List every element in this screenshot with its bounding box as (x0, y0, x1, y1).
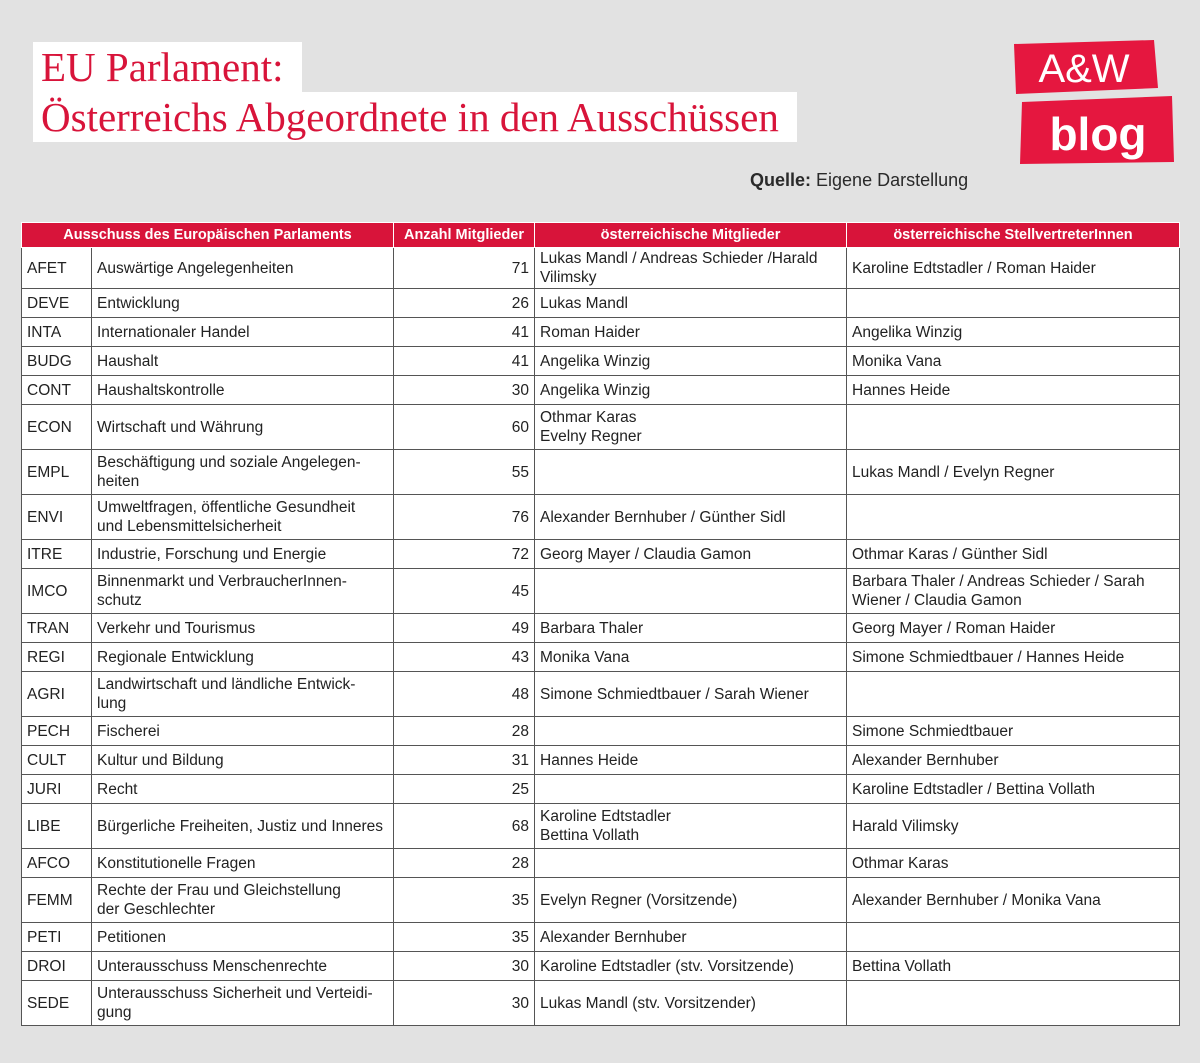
austrian-members: Karoline Edtstadler Bettina Vollath (535, 804, 847, 849)
aw-blog-logo (1014, 40, 1174, 164)
austrian-members: Lukas Mandl (stv. Vorsitzender) (535, 981, 847, 1026)
member-count: 45 (394, 569, 535, 614)
page-title (33, 42, 797, 142)
table-row (22, 450, 1180, 495)
member-count: 41 (394, 318, 535, 347)
committee-name: Wirtschaft und Währung (92, 405, 394, 450)
committee-name: Konstitutionelle Fragen (92, 849, 394, 878)
committee-code: SEDE (22, 981, 92, 1026)
table-row (22, 878, 1180, 923)
committee-code: AGRI (22, 672, 92, 717)
committee-name: Binnenmarkt und VerbraucherInnen- schutz (92, 569, 394, 614)
austrian-deputies (847, 923, 1180, 952)
table-header-row (22, 223, 1180, 248)
logo-text-aw: A&W (1038, 47, 1130, 91)
table-row (22, 569, 1180, 614)
austrian-members: Lukas Mandl (535, 289, 847, 318)
header-committee: Ausschuss des Europäischen Parlaments (22, 223, 394, 248)
table-row (22, 746, 1180, 775)
austrian-deputies: Othmar Karas / Günther Sidl (847, 540, 1180, 569)
committee-code: IMCO (22, 569, 92, 614)
austrian-deputies: Karoline Edtstadler / Bettina Vollath (847, 775, 1180, 804)
austrian-deputies: Karoline Edtstadler / Roman Haider (847, 248, 1180, 289)
member-count: 30 (394, 981, 535, 1026)
table-row (22, 248, 1180, 289)
austrian-deputies (847, 981, 1180, 1026)
committee-code: ENVI (22, 495, 92, 540)
title-line-2: Österreichs Abgeordnete in den Ausschüssen (33, 92, 797, 142)
austrian-members: Simone Schmiedtbauer / Sarah Wiener (535, 672, 847, 717)
committee-code: DEVE (22, 289, 92, 318)
committee-name: Rechte der Frau und Gleichstellung der Geschlechter (92, 878, 394, 923)
member-count: 31 (394, 746, 535, 775)
header-deputies: österreichische StellvertreterInnen (847, 223, 1180, 248)
austrian-deputies: Alexander Bernhuber (847, 746, 1180, 775)
table-row (22, 672, 1180, 717)
member-count: 28 (394, 717, 535, 746)
austrian-deputies: Harald Vilimsky (847, 804, 1180, 849)
committee-name: Industrie, Forschung und Energie (92, 540, 394, 569)
committee-code: INTA (22, 318, 92, 347)
table-row (22, 614, 1180, 643)
table-row (22, 318, 1180, 347)
member-count: 26 (394, 289, 535, 318)
header-members: österreichische Mitglieder (535, 223, 847, 248)
member-count: 41 (394, 347, 535, 376)
member-count: 35 (394, 878, 535, 923)
table-row (22, 923, 1180, 952)
committee-code: JURI (22, 775, 92, 804)
member-count: 72 (394, 540, 535, 569)
committee-name: Fischerei (92, 717, 394, 746)
austrian-members: Roman Haider (535, 318, 847, 347)
title-line-1: EU Parlament: (33, 42, 302, 92)
austrian-deputies: Lukas Mandl / Evelyn Regner (847, 450, 1180, 495)
austrian-deputies: Barbara Thaler / Andreas Schieder / Sarah Wiener / Claudia Gamon (847, 569, 1180, 614)
committee-code: BUDG (22, 347, 92, 376)
table-row (22, 540, 1180, 569)
committee-code: ECON (22, 405, 92, 450)
austrian-deputies: Simone Schmiedtbauer (847, 717, 1180, 746)
committee-name: Entwicklung (92, 289, 394, 318)
austrian-members: Alexander Bernhuber / Günther Sidl (535, 495, 847, 540)
member-count: 43 (394, 643, 535, 672)
committee-code: CONT (22, 376, 92, 405)
member-count: 60 (394, 405, 535, 450)
austrian-deputies: Monika Vana (847, 347, 1180, 376)
committee-code: EMPL (22, 450, 92, 495)
committee-code: CULT (22, 746, 92, 775)
table-row (22, 376, 1180, 405)
committee-name: Recht (92, 775, 394, 804)
table-row (22, 775, 1180, 804)
committee-code: PECH (22, 717, 92, 746)
austrian-members: Karoline Edtstadler (stv. Vorsitzende) (535, 952, 847, 981)
austrian-members: Georg Mayer / Claudia Gamon (535, 540, 847, 569)
committee-name: Haushalt (92, 347, 394, 376)
austrian-members: Barbara Thaler (535, 614, 847, 643)
logo-text-blog: blog (1049, 108, 1147, 160)
committee-name: Auswärtige Angelegenheiten (92, 248, 394, 289)
table-row (22, 952, 1180, 981)
austrian-members: Alexander Bernhuber (535, 923, 847, 952)
member-count: 68 (394, 804, 535, 849)
source-value: Eigene Darstellung (816, 170, 969, 190)
austrian-members (535, 450, 847, 495)
committee-name: Unterausschuss Menschenrechte (92, 952, 394, 981)
header-member-count: Anzahl Mitglieder (394, 223, 535, 248)
table-row (22, 405, 1180, 450)
committee-code: FEMM (22, 878, 92, 923)
member-count: 49 (394, 614, 535, 643)
austrian-members (535, 775, 847, 804)
austrian-deputies: Bettina Vollath (847, 952, 1180, 981)
committee-name: Beschäftigung und soziale Angelegen- heiten (92, 450, 394, 495)
committee-name: Kultur und Bildung (92, 746, 394, 775)
austrian-members: Evelyn Regner (Vorsitzende) (535, 878, 847, 923)
austrian-members (535, 569, 847, 614)
member-count: 55 (394, 450, 535, 495)
austrian-deputies: Georg Mayer / Roman Haider (847, 614, 1180, 643)
member-count: 30 (394, 376, 535, 405)
committee-name: Landwirtschaft und ländliche Entwick- lung (92, 672, 394, 717)
austrian-members: Angelika Winzig (535, 376, 847, 405)
source-note (750, 170, 968, 191)
member-count: 76 (394, 495, 535, 540)
austrian-deputies: Angelika Winzig (847, 318, 1180, 347)
member-count: 30 (394, 952, 535, 981)
austrian-deputies: Alexander Bernhuber / Monika Vana (847, 878, 1180, 923)
committee-name: Verkehr und Tourismus (92, 614, 394, 643)
committee-code: DROI (22, 952, 92, 981)
table-row (22, 804, 1180, 849)
member-count: 48 (394, 672, 535, 717)
committee-code: REGI (22, 643, 92, 672)
austrian-deputies: Hannes Heide (847, 376, 1180, 405)
committee-code: AFET (22, 248, 92, 289)
committee-name: Internationaler Handel (92, 318, 394, 347)
committee-name: Haushaltskontrolle (92, 376, 394, 405)
austrian-members: Othmar Karas Evelny Regner (535, 405, 847, 450)
austrian-members (535, 717, 847, 746)
austrian-deputies: Simone Schmiedtbauer / Hannes Heide (847, 643, 1180, 672)
table-row (22, 347, 1180, 376)
table-row (22, 643, 1180, 672)
committee-name: Unterausschuss Sicherheit und Verteidi- gung (92, 981, 394, 1026)
table-row (22, 495, 1180, 540)
committee-code: TRAN (22, 614, 92, 643)
austrian-members: Angelika Winzig (535, 347, 847, 376)
member-count: 28 (394, 849, 535, 878)
committee-name: Regionale Entwicklung (92, 643, 394, 672)
austrian-members: Monika Vana (535, 643, 847, 672)
table-row (22, 289, 1180, 318)
committee-code: PETI (22, 923, 92, 952)
member-count: 71 (394, 248, 535, 289)
austrian-members: Lukas Mandl / Andreas Schieder /Harald Vilimsky (535, 248, 847, 289)
committee-code: LIBE (22, 804, 92, 849)
austrian-deputies (847, 289, 1180, 318)
member-count: 25 (394, 775, 535, 804)
table-row (22, 849, 1180, 878)
source-label: Quelle: (750, 170, 812, 190)
austrian-deputies: Othmar Karas (847, 849, 1180, 878)
austrian-members (535, 849, 847, 878)
table-row (22, 717, 1180, 746)
table-row (22, 981, 1180, 1026)
member-count: 35 (394, 923, 535, 952)
committee-name: Umweltfragen, öffentliche Gesundheit und Lebensmittelsicherheit (92, 495, 394, 540)
austrian-deputies (847, 672, 1180, 717)
austrian-deputies (847, 405, 1180, 450)
committee-code: ITRE (22, 540, 92, 569)
committee-code: AFCO (22, 849, 92, 878)
committee-name: Petitionen (92, 923, 394, 952)
committee-table (21, 222, 1180, 1026)
austrian-members: Hannes Heide (535, 746, 847, 775)
austrian-deputies (847, 495, 1180, 540)
committee-name: Bürgerliche Freiheiten, Justiz und Inneres (92, 804, 394, 849)
